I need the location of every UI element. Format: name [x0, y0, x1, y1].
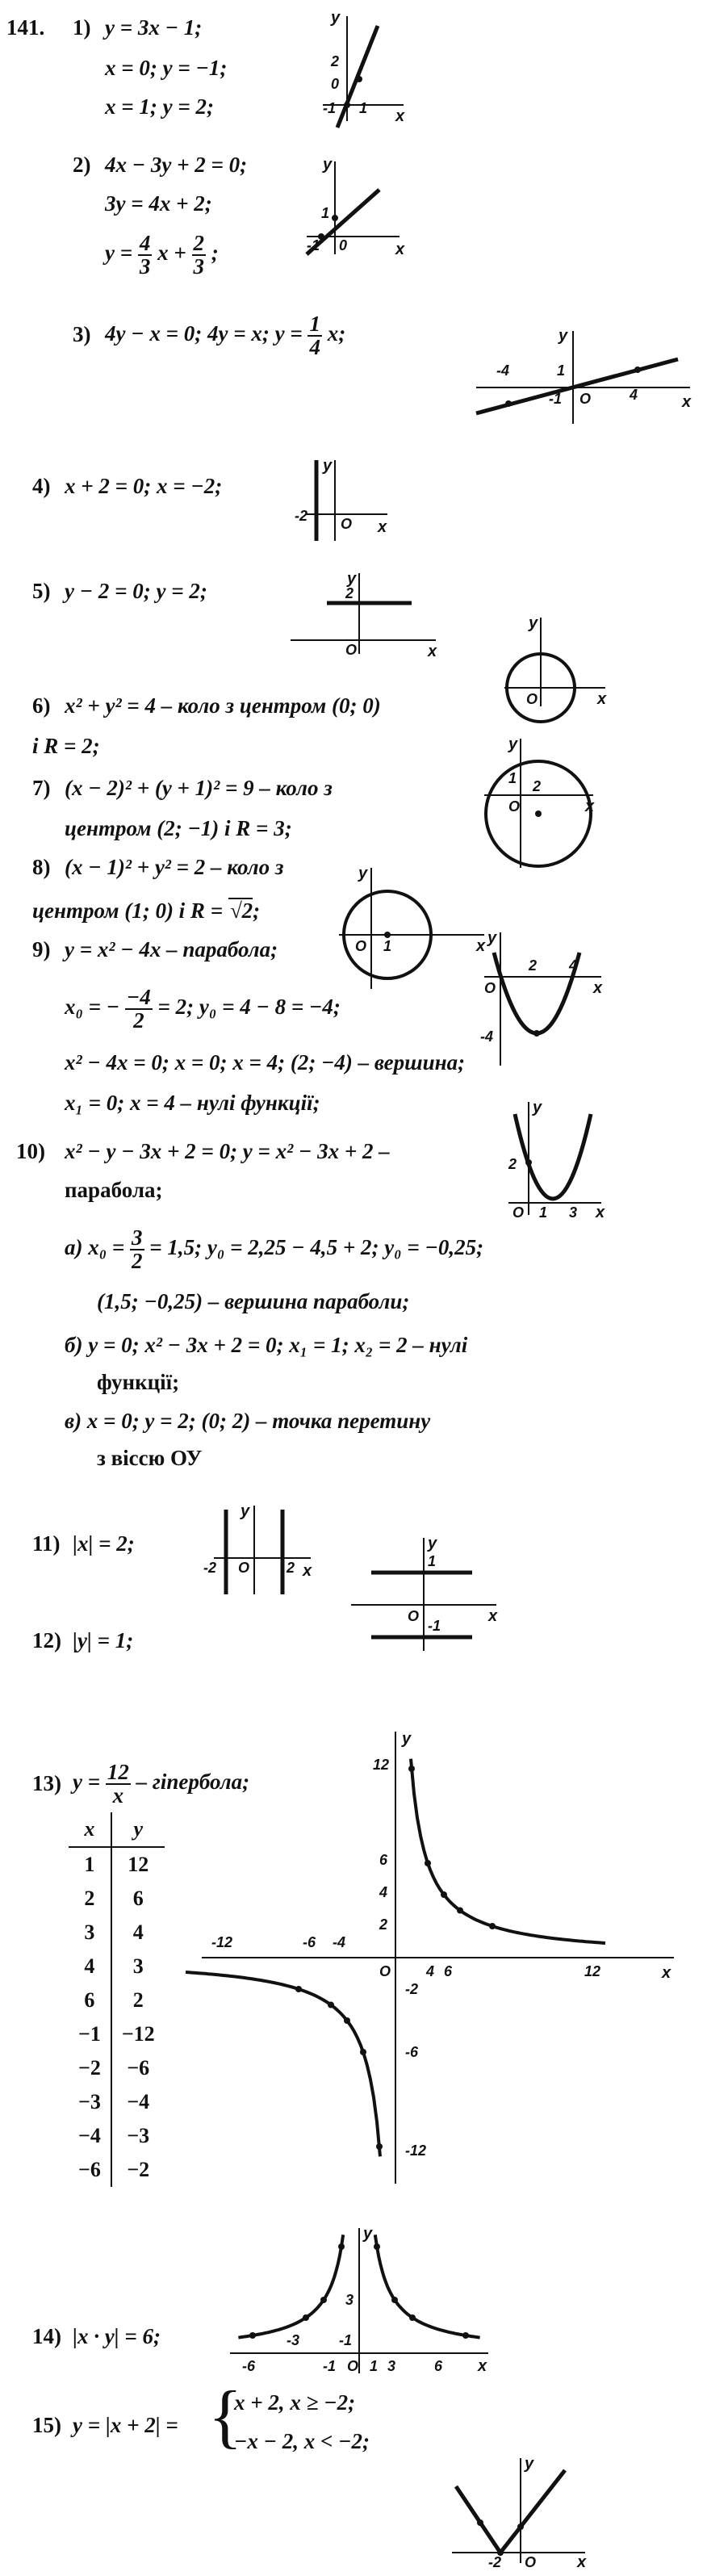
graph-8-x-label: x [476, 937, 486, 955]
table-cell-x: −6 [69, 2153, 111, 2187]
graph-14-tick-m6: -6 [242, 2358, 256, 2374]
item-12-line: |y| = 1; [73, 1628, 134, 1652]
graph-2-tick-0: 0 [339, 237, 348, 253]
graph-1-tick-2: 2 [331, 53, 340, 69]
graph-14-point [338, 2243, 345, 2250]
graph-14-tick-y3: 3 [345, 2292, 354, 2308]
graph-7-tick-2: 2 [533, 778, 542, 794]
graph-9-y-label: y [487, 929, 497, 947]
graph-1-tick-1: 1 [359, 100, 368, 116]
item-10-label: 10) [16, 1139, 45, 1163]
graph-15-x-label: x [577, 2553, 587, 2571]
graph-13-point [441, 1891, 447, 1898]
graph-13-point [376, 2143, 383, 2150]
graph-14-point [462, 2332, 469, 2339]
graph-14-tick-m1: -1 [323, 2358, 337, 2374]
graph-13-point [489, 1923, 496, 1929]
denominator: 3 [193, 254, 205, 279]
graph-10-origin: O [512, 1204, 525, 1221]
graph-12-x-label: x [488, 1607, 498, 1625]
table-cell-y: 2 [132, 1988, 144, 2012]
item-15-line: y = |x + 2| = [73, 2413, 178, 2437]
item-8-label: 8) [32, 855, 51, 879]
graph-10-tick-1: 1 [539, 1204, 548, 1221]
graph-8-tick-1: 1 [383, 938, 392, 954]
graph-14-origin: O [347, 2358, 359, 2374]
table-cell-y: −3 [127, 2124, 150, 2147]
graph-13-tick-m12: -12 [211, 1934, 233, 1950]
item-15-case-1: x + 2, x ≥ −2; [234, 2390, 356, 2415]
graph-14-point [374, 2243, 380, 2250]
item-13-label: 13) [32, 1771, 61, 1795]
item-8-line-1: (x − 1)² + y² = 2 – коло з [65, 855, 284, 879]
graph-1 [315, 8, 412, 129]
table-row [69, 1983, 165, 2017]
item-2-x-plus: x + [157, 241, 186, 266]
denominator: 4 [309, 335, 320, 359]
problem-number: 141. [6, 15, 45, 40]
graph-13-point [295, 1986, 302, 1992]
table-cell-x: 2 [69, 1882, 111, 1916]
graph-6-origin: O [526, 691, 538, 707]
item-10-line-2: парабола; [65, 1178, 163, 1202]
item-10-a-rest: = 1,5; y₀ = 2,25 − 4,5 + 2; y₀ = −0,25; [149, 1235, 484, 1260]
item-12-label: 12) [32, 1628, 61, 1652]
item-10-line-c: в) x = 0; y = 2; (0; 2) – точка перетину [65, 1409, 431, 1433]
graph-1-tick-0: 0 [331, 76, 340, 92]
graph-5-y-label: y [347, 570, 357, 588]
graph-1-x-label: x [395, 107, 405, 125]
graph-2-x-label: x [395, 241, 405, 258]
item-10-line-a [65, 1227, 483, 1272]
table-row [69, 1950, 165, 1983]
item-7-label: 7) [32, 776, 51, 800]
graph-13-tick-ym12: -12 [405, 2142, 427, 2159]
fraction-12-x [106, 1761, 131, 1807]
table-row [69, 2085, 165, 2119]
graph-6 [492, 614, 613, 710]
denominator: 2 [132, 1249, 143, 1273]
graph-13-tick-m4: -4 [333, 1934, 346, 1950]
item-5-line: y − 2 = 0; y = 2; [65, 579, 207, 603]
item-3-x: x; [327, 321, 346, 346]
graph-13 [194, 1728, 678, 2188]
graph-14-tick-ym1: -1 [339, 2332, 353, 2348]
graph-2-y-label: y [323, 156, 333, 174]
table-row [69, 1916, 165, 1950]
graph-13-tick-y12: 12 [373, 1757, 390, 1773]
graph-13-origin: O [379, 1963, 391, 1979]
piecewise-brace: { [208, 2377, 243, 2456]
item-9-line-1: y = x² − 4x – парабола; [65, 937, 278, 961]
graph-13-tick-m6: -6 [303, 1934, 316, 1950]
graph-13-tick-y6: 6 [379, 1852, 388, 1868]
graph-7 [476, 735, 597, 872]
table-cell-y: 3 [132, 1954, 144, 1978]
item-14-line: |x · y| = 6; [73, 2324, 161, 2348]
graph-7-origin: O [508, 798, 521, 815]
graph-4 [282, 456, 395, 545]
graph-4-y-label: y [323, 457, 333, 475]
graph-5-tick-2: 2 [345, 585, 354, 601]
graph-3-tick-4: 4 [630, 387, 638, 403]
table-cell-y: 4 [132, 1920, 144, 1944]
graph-12-tick-1: 1 [428, 1553, 437, 1569]
fraction-m4-2 [125, 986, 153, 1032]
denominator: 2 [133, 1008, 144, 1032]
item-10-line-1: x² − y − 3x + 2 = 0; y = x² − 3x + 2 – [65, 1139, 390, 1163]
graph-13-y-label: y [402, 1730, 412, 1748]
graph-9-tick-4: 4 [569, 957, 578, 974]
item-10-line-b2: функції; [97, 1370, 180, 1394]
graph-11-y-label: y [241, 1502, 250, 1520]
graph-1-y-label: y [331, 9, 341, 27]
graph-10-x-label: x [596, 1204, 605, 1221]
graph-9-origin: O [484, 980, 496, 996]
graph-15-y-label: y [525, 2455, 534, 2473]
graph-14-tick-6: 6 [434, 2358, 443, 2374]
table-cell-y: −12 [121, 2022, 155, 2046]
denominator: 3 [139, 254, 151, 279]
graph-14-point [303, 2314, 309, 2321]
graph-9-x-label: x [593, 979, 603, 997]
graph-10-tick-2: 2 [508, 1156, 517, 1172]
graph-3-y-label: y [558, 327, 568, 345]
item-9-y0: = 2; y₀ = 4 − 8 = −4; [157, 995, 341, 1020]
graph-4-origin: O [341, 516, 353, 532]
fraction-3-2 [130, 1227, 144, 1272]
item-10-line-c2: з віссю ОУ [97, 1446, 203, 1470]
item-1-line-3: x = 1; y = 2; [105, 94, 214, 119]
graph-7-x-label: x [585, 798, 595, 815]
graph-14-point [409, 2314, 416, 2321]
table-row [69, 1847, 165, 1882]
item-6-line-1: x² + y² = 4 – коло з центром (0; 0) [65, 693, 381, 718]
table-row [69, 2153, 165, 2187]
fraction-4-3 [138, 232, 153, 278]
graph-10-y-label: y [533, 1099, 542, 1116]
table-cell-y: 12 [128, 1853, 149, 1876]
table-cell-x: 4 [69, 1950, 111, 1983]
fraction-1-4 [307, 313, 322, 358]
graph-9-tick-2: 2 [529, 957, 538, 974]
denominator: x [112, 1783, 124, 1807]
graph-13-tick-y2: 2 [379, 1916, 388, 1933]
table-cell-x: −1 [69, 2017, 111, 2051]
item-1-line-1: y = 3x − 1; [105, 15, 203, 40]
graph-4-tick-m2: -2 [295, 508, 308, 524]
graph-11-tick-m2: -2 [203, 1560, 217, 1576]
graph-13-point [328, 2002, 334, 2008]
item-7-line-1: (x − 2)² + (y + 1)² = 9 – коло з [65, 776, 333, 800]
item-10-a-x0: а) x₀ = [65, 1235, 125, 1260]
item-1-label: 1) [73, 15, 91, 40]
graph-11 [202, 1502, 315, 1598]
graph-3-origin: O [579, 391, 592, 407]
item-8-semicolon: ; [253, 898, 261, 923]
graph-7-tick-1: 1 [508, 770, 517, 786]
graph-4-x-label: x [378, 518, 387, 536]
table-cell-y: 6 [132, 1887, 144, 1910]
graph-8-origin: O [355, 938, 367, 954]
fraction-2-3 [192, 232, 207, 278]
table-cell-y: −6 [127, 2056, 150, 2080]
numerator: 2 [193, 231, 205, 255]
item-6-line-2: і R = 2; [32, 734, 100, 758]
item-4-line: x + 2 = 0; x = −2; [65, 474, 223, 498]
table-row [69, 1882, 165, 1916]
graph-14-point [320, 2297, 327, 2303]
graph-14-point [391, 2297, 398, 2303]
graph-13-point [360, 2049, 366, 2055]
table-cell-x: −4 [69, 2119, 111, 2153]
graph-5 [282, 569, 444, 658]
graph-13-tick-4: 4 [426, 1963, 435, 1979]
table-cell-x: −2 [69, 2051, 111, 2085]
table-cell-y: −4 [127, 2090, 150, 2113]
sqrt-2: √2 [229, 898, 253, 923]
graph-8-y-label: y [358, 865, 368, 882]
graph-13-point [344, 2017, 350, 2024]
graph-13-tick-ym2: -2 [405, 1981, 419, 1997]
item-15-label: 15) [32, 2413, 61, 2437]
item-9-x0: x₀ = − [65, 995, 120, 1020]
graph-13-point [425, 1860, 431, 1866]
item-3-text: 4y − x = 0; 4y = x; y = [105, 321, 303, 346]
item-2-semicolon: ; [211, 241, 219, 266]
item-9-line-2 [65, 986, 341, 1032]
graph-13-point [457, 1908, 463, 1914]
item-11-label: 11) [32, 1531, 61, 1556]
numerator: 4 [139, 231, 151, 255]
item-8-text: центром (1; 0) і R = [32, 898, 224, 923]
item-2-line-1: 4x − 3y + 2 = 0; [105, 153, 248, 177]
item-4-label: 4) [32, 474, 51, 498]
table-header-y: y [111, 1812, 165, 1847]
table-row [69, 2119, 165, 2153]
graph-5-origin: O [345, 642, 358, 658]
graph-3-tick-m4: -4 [496, 362, 510, 379]
item-2-line-2: 3y = 4x + 2; [105, 191, 212, 216]
graph-11-tick-2: 2 [287, 1560, 295, 1576]
item-11-line: |x| = 2; [73, 1531, 135, 1556]
graph-14-tick-m3: -3 [287, 2332, 300, 2348]
item-9-label: 9) [32, 937, 51, 961]
graph-13-tick-6: 6 [444, 1963, 453, 1979]
graph-12 [347, 1534, 500, 1655]
graph-10-tick-3: 3 [569, 1204, 578, 1221]
item-13-text: – гіпербола; [136, 1770, 250, 1795]
numerator: −4 [126, 985, 151, 1009]
graph-13-point [408, 1766, 415, 1772]
item-10-line-b: б) y = 0; x² − 3x + 2 = 0; x₁ = 1; x₂ = 2 – нулі [65, 1333, 468, 1357]
graph-13-tick-12: 12 [584, 1963, 601, 1979]
item-2-label: 2) [73, 153, 91, 177]
numerator: 3 [132, 1225, 143, 1250]
graph-3-tick-m1: -1 [549, 391, 563, 407]
graph-12-y-label: y [428, 1535, 437, 1552]
table-row [69, 2051, 165, 2085]
table-row [69, 2017, 165, 2051]
numerator: 12 [107, 1760, 129, 1784]
xy-table-13 [69, 1812, 165, 2187]
graph-3-tick-1: 1 [557, 362, 566, 379]
graph-7-y-label: y [508, 735, 518, 753]
item-13-y-eq: y = [73, 1770, 101, 1795]
graph-14-tick-3: 3 [387, 2358, 396, 2374]
graph-14 [226, 2224, 492, 2377]
graph-11-origin: O [238, 1560, 250, 1576]
item-2-line-3 [105, 232, 219, 278]
graph-14-tick-1: 1 [370, 2358, 379, 2374]
item-15-case-2: −x − 2, x < −2; [234, 2429, 370, 2453]
graph-15-tick-m2: -2 [488, 2554, 502, 2570]
table-cell-x: −3 [69, 2085, 111, 2119]
item-10-line-vertex: (1,5; −0,25) – вершина параболи; [97, 1289, 410, 1313]
graph-14-point [249, 2332, 256, 2339]
graph-15-origin: O [525, 2554, 537, 2570]
graph-11-x-label: x [303, 1562, 312, 1580]
graph-15 [444, 2454, 589, 2571]
item-9-line-4: x₁ = 0; x = 4 – нулі функції; [65, 1091, 320, 1115]
item-5-label: 5) [32, 579, 51, 603]
item-6-label: 6) [32, 693, 51, 718]
graph-14-y-label: y [363, 2225, 373, 2243]
item-3-line [105, 313, 345, 358]
graph-9-tick-m4: -4 [480, 1028, 494, 1045]
table-cell-y: −2 [127, 2158, 150, 2181]
graph-13-x-label: x [662, 1964, 671, 1982]
item-3-label: 3) [73, 322, 91, 346]
table-cell-x: 1 [69, 1847, 111, 1882]
item-8-line-2 [32, 898, 260, 924]
graph-2-tick-1: 1 [321, 205, 330, 221]
graph-13-tick-y4: 4 [379, 1884, 388, 1900]
graph-12-tick-m1: -1 [428, 1618, 441, 1634]
item-7-line-2: центром (2; −1) і R = 3; [65, 816, 292, 840]
table-header-x: x [69, 1812, 111, 1847]
graph-5-x-label: x [428, 643, 437, 660]
item-1-line-2: x = 0; y = −1; [105, 56, 228, 80]
graph-9 [476, 928, 605, 1070]
graph-6-x-label: x [597, 690, 607, 708]
table-cell-x: 3 [69, 1916, 111, 1950]
graph-8 [323, 864, 492, 993]
table-cell-x: 6 [69, 1983, 111, 2017]
item-14-label: 14) [32, 2324, 61, 2348]
graph-10 [500, 1098, 605, 1219]
graph-1-tick-m1: -1 [323, 100, 337, 116]
numerator: 1 [309, 312, 320, 336]
graph-3 [460, 323, 694, 428]
item-2-y-eq: y = [105, 241, 133, 266]
graph-6-y-label: y [529, 614, 538, 632]
graph-2-tick-m1: -1 [307, 237, 320, 253]
item-9-line-3: x² − 4x = 0; x = 0; x = 4; (2; −4) – вершина; [65, 1050, 466, 1074]
graph-12-origin: O [408, 1608, 420, 1624]
graph-14-x-label: x [478, 2357, 487, 2375]
graph-3-x-label: x [682, 393, 692, 411]
graph-13-tick-ym6: -6 [405, 2044, 419, 2060]
graph-2 [299, 153, 412, 258]
